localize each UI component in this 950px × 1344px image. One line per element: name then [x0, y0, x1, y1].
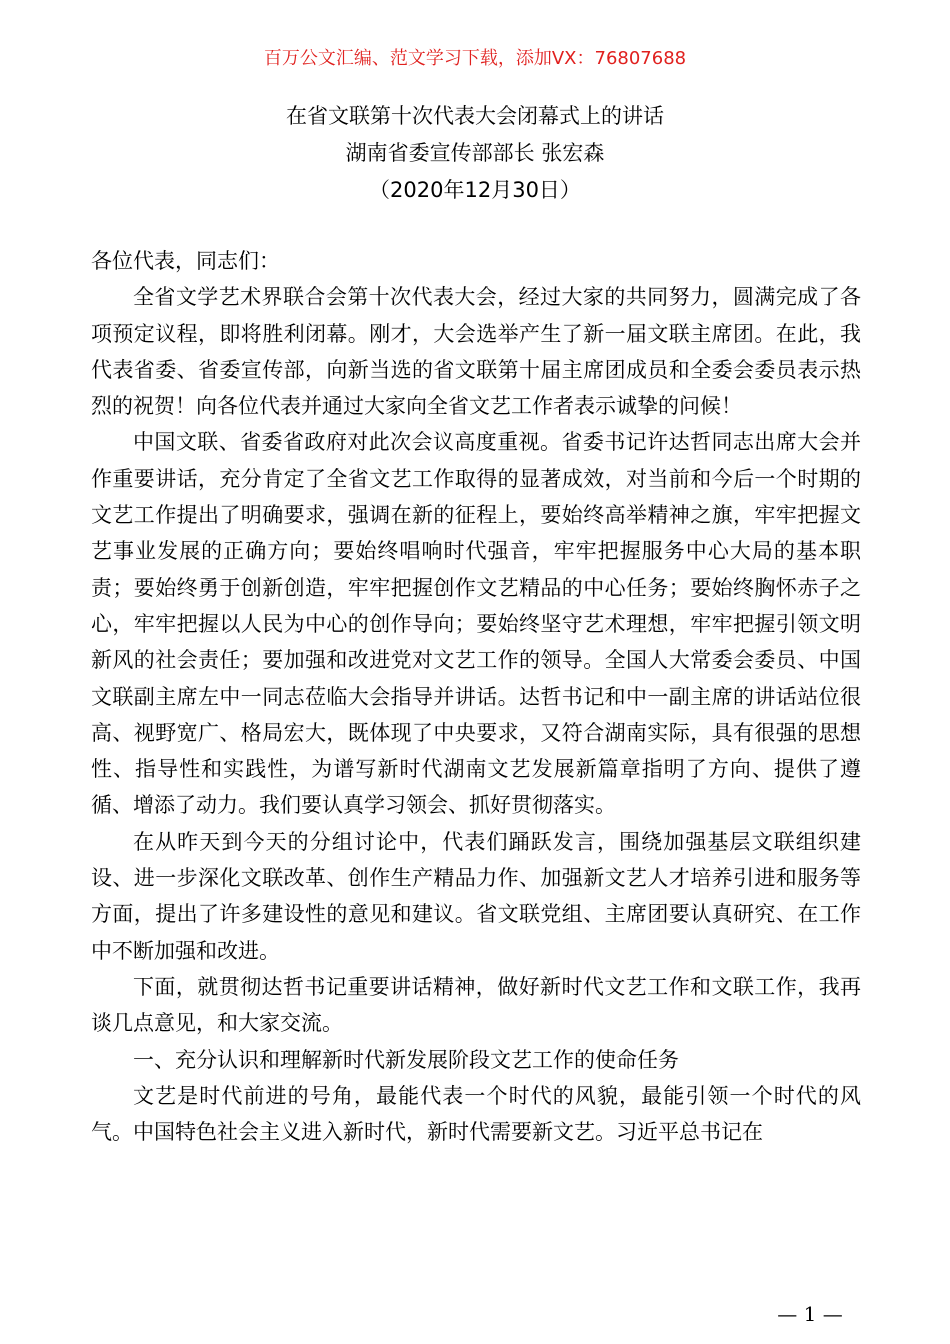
- speech-date: （2020年12月30日）: [369, 178, 581, 202]
- page-number: — 1 —: [777, 1302, 843, 1326]
- title-block: [0, 98, 950, 209]
- section-heading: 一、充分认识和理解新时代新发展阶段文艺工作的使命任务: [133, 1047, 679, 1072]
- paragraph: 下面，就贯彻达哲书记重要讲话精神，做好新时代文艺工作和文联工作，我再谈几点意见，和大家交流。: [91, 974, 861, 1036]
- salutation: 各位代表，同志们：: [91, 249, 280, 273]
- body-text: [91, 243, 861, 1150]
- paragraph: 中国文联、省委省政府对此次会议高度重视。省委书记许达哲同志出席大会并作重要讲话，充分肯定了全省文艺工作取得的显著成效，对当前和今后一个时期的文艺工作提出了明确要求，强调在新的征程上，要始终高举精神之旗，牢牢把握文艺事业发展的正确方向；要始终唱响时代强音，牢牢把握服务中心大局的基本职责；要始终勇于创新创造，牢牢把握创作文艺精品的中心任务；要始终胸怀赤子之心，牢牢把握以人民为中心的创作导向；要始终坚守艺术理想，牢牢把握引领文明新风的社会责任；要加强和改进党对文艺工作的领导。全国人大常委会委员、中国文联副主席左中一同志莅临大会指导并讲话。达哲书记和中一副主席的讲话站位很高、视野宽广、格局宏大，既体现了中央要求，又符合湖南实际，具有很强的思想性、指导性和实践性，为谱写新时代湖南文艺发展新篇章指明了方向、提供了遵循、增添了动力。我们要认真学习领会、抓好贯彻落实。: [91, 430, 861, 818]
- speech-title: 在省文联第十次代表大会闭幕式上的讲话: [286, 104, 664, 128]
- paragraph: 全省文学艺术界联合会第十次代表大会，经过大家的共同努力，圆满完成了各项预定议程，即将胜利闭幕。刚才，大会选举产生了新一届文联主席团。在此，我代表省委、省委宣传部，向新当选的省文联第十届主席团成员和全委会委员表示热烈的祝贺！向各位代表并通过大家向全省文艺工作者表示诚挚的问候！: [91, 285, 861, 419]
- speaker-line: 湖南省委宣传部部长 张宏森: [345, 141, 605, 165]
- paragraph: 在从昨天到今天的分组讨论中，代表们踊跃发言，围绕加强基层文联组织建设、进一步深化文联改革、创作生产精品力作、加强新文艺人才培养引进和服务等方面，提出了许多建设性的意见和建议。省文联党组、主席团要认真研究、在工作中不断加强和改进。: [91, 829, 861, 963]
- watermark-text: 百万公文汇编、范文学习下载，添加VX：76807688: [263, 48, 687, 69]
- paragraph: 文艺是时代前进的号角，最能代表一个时代的风貌，最能引领一个时代的风气。中国特色社会主义进入新时代，新时代需要新文艺。习近平总书记在: [91, 1083, 861, 1145]
